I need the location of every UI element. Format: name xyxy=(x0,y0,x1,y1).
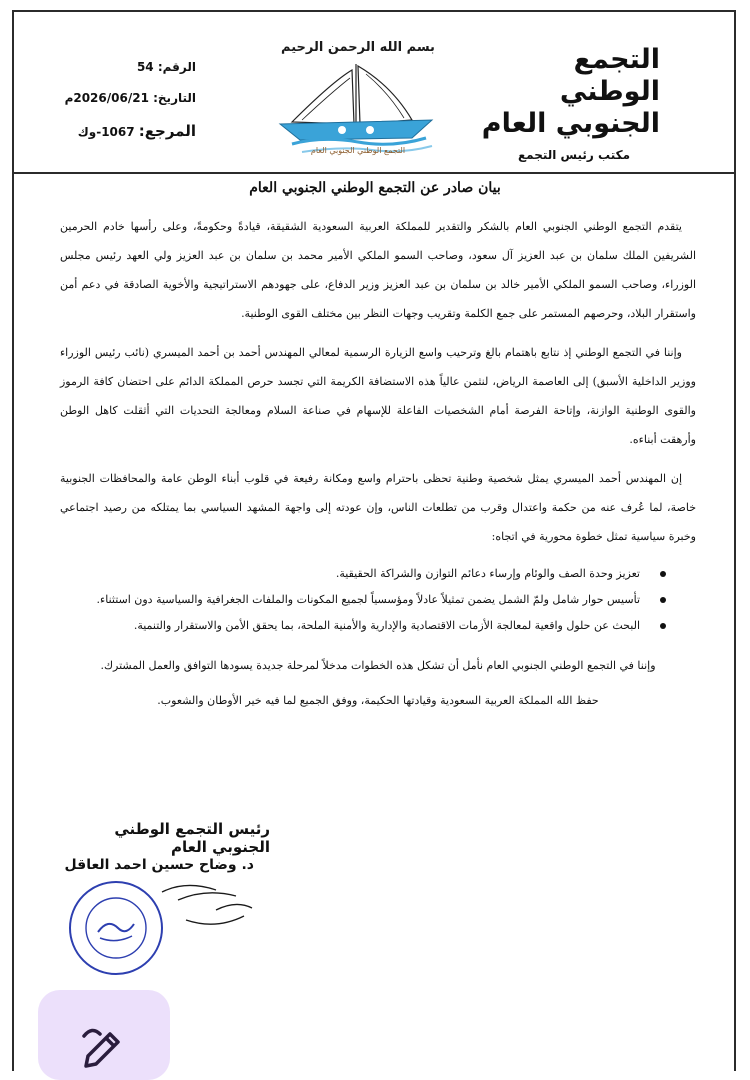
reference-value: 1067-وك xyxy=(77,125,135,139)
bullet-icon xyxy=(660,623,666,629)
closing-prayer: حفظ الله المملكة العربية السعودية وقيادتها الحكيمة، ووفق الجميع لما فيه خير الأوطان والشعوب. xyxy=(157,694,599,707)
closing-paragraph: وإننا في التجمع الوطني الجنوبي العام نأمل أن تشكل هذه الخطوات مدخلاً لمرحلة جديدة يسودها التوافق والعمل المشترك. xyxy=(100,659,656,672)
paragraph-2: وإننا في التجمع الوطني إذ نتابع باهتمام بالغ وترحيب واسع الزيارة الرسمية لمعالي المهندس أحمد بن أحمد الميسري (نائب رئيس الوزراء ووزير الداخلية الأسبق) إلى العاصمة الرياض، لنثمن عالياً هذه الاستضافة الكريمة التي تجسد حرص المملكة الدائم على احتضان كافة الرموز والقوى الوطنية الوازنة، وإتاحة الفرصة أمام الشخصيات الفاعلة للإسهام في صناعة السلام ومعالجة التحديات التي أثقلت كاهل الوطن وأرهقت أبناءه. xyxy=(60,346,696,446)
list-item xyxy=(60,587,640,613)
date-value: 2026/06/21م xyxy=(64,91,149,105)
organization-header xyxy=(480,44,660,162)
official-stamp-icon xyxy=(66,870,266,980)
document-reference xyxy=(56,122,196,140)
statement-body xyxy=(60,212,696,715)
logo-caption: التجمع الوطني الجنوبي العام xyxy=(310,146,406,155)
pencil-icon xyxy=(78,1020,130,1072)
header-divider xyxy=(12,172,736,174)
list-item xyxy=(60,613,640,639)
office-name: مكتب رئيس التجمع xyxy=(517,148,631,162)
number-value: 54 xyxy=(136,60,154,74)
signatory-title: رئيس التجمع الوطني الجنوبي العام xyxy=(114,820,270,856)
org-name-line2: الجنوبي العام xyxy=(481,108,660,139)
reference-label: المرجع: xyxy=(138,122,196,140)
number-label: الرقم: xyxy=(157,60,196,74)
basmala: بسم الله الرحمن الرحيم xyxy=(281,40,435,55)
list-item-text: البحث عن حلول واقعية لمعالجة الأزمات الاقتصادية والإدارية والأمنية الملحة، بما يحقق الأمن والاستقرار والتنمية. xyxy=(133,619,640,632)
goals-list xyxy=(60,561,696,639)
signatory-name: د. وضاح حسين احمد العاقل xyxy=(64,857,254,873)
bullet-icon xyxy=(660,571,666,577)
date-label: التاريخ: xyxy=(153,91,196,105)
bullet-icon xyxy=(660,597,666,603)
edit-button[interactable] xyxy=(38,990,170,1080)
document-meta xyxy=(56,60,196,153)
document-number xyxy=(56,60,196,78)
list-item-text: تأسيس حوار شامل ولمّ الشمل يضمن تمثيلاً عادلاً ومؤسسياً لجميع المكونات والملفات الجغرافية والسياسية دون استثناء. xyxy=(96,593,640,606)
list-item-text: تعزيز وحدة الصف والوئام وإرساء دعائم التوازن والشراكة الحقيقية. xyxy=(335,567,640,580)
list-item xyxy=(60,561,640,587)
document-date xyxy=(56,91,196,109)
statement-title: بيان صادر عن التجمع الوطني الجنوبي العام xyxy=(249,180,501,196)
org-name-line1: التجمع الوطني xyxy=(559,44,660,107)
paragraph-1: يتقدم التجمع الوطني الجنوبي العام بالشكر والتقدير للمملكة العربية السعودية الشقيقة، قيادةً وحكومةً، وعلى رأسها خادم الحرمين الشريفين الملك سلمان بن عبد العزيز آل سعود، وصاحب السمو الملكي الأمير محمد بن سلمان بن عبد العزيز ولي العهد رئيس مجلس الوزراء، وصاحب السمو الملكي الأمير خالد بن سلمان بن عبد العزيز وزير الدفاع، على جهودهم الاستراتيجية والأخوية الصادقة في دعم أمن واستقرار البلاد، وحرصهم المستمر على جمع الكلمة وتقريب وجهات النظر بين مختلف القوى الوطنية. xyxy=(60,220,696,320)
paragraph-3: إن المهندس أحمد الميسري يمثل شخصية وطنية تحظى باحترام واسع ومكانة رفيعة في قلوب أبناء الوطن عامة والمحافظات الجنوبية خاصة، لما عُرف عنه من حكمة واعتدال وقرب من تطلعات الناس، وإن عودته إلى واجهة المشهد السياسي بما يمتلكه من رصيد اجتماعي وخبرة سياسية تمثل خطوة محورية في اتجاه: xyxy=(60,472,696,543)
